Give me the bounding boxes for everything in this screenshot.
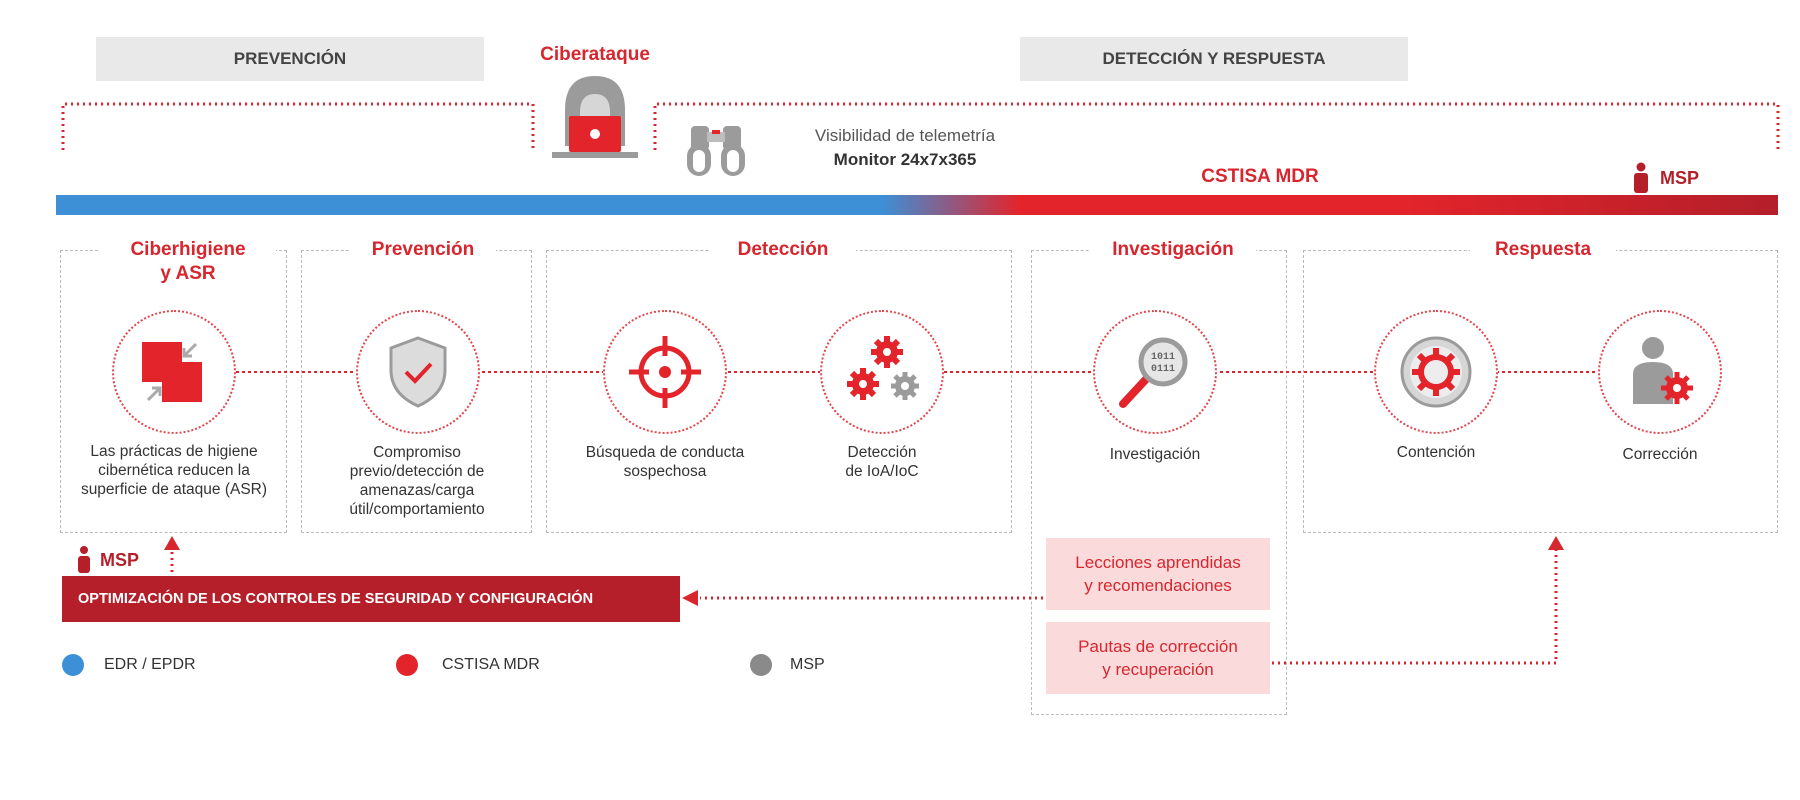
caption-line: amenazas/carga	[359, 482, 475, 499]
caption-line: sospechosa	[623, 463, 707, 480]
legend-dot-cstisa	[396, 654, 418, 676]
telemetry-line1: Visibilidad de telemetría	[814, 126, 996, 145]
legend-dot-edr	[62, 654, 84, 676]
lessons-line: y recomendaciones	[1084, 576, 1232, 595]
stage-title-detection: Detección	[710, 238, 856, 262]
stage-title-prevention: Prevención	[350, 238, 496, 262]
legend-label-cstisa: CSTISA MDR	[442, 656, 540, 673]
stage-title-hygiene-line1: Ciberhigiene	[130, 239, 246, 260]
caption-line: previo/detección de	[349, 463, 485, 480]
caption-containment: Contención	[1396, 444, 1476, 461]
stage-title-response: Respuesta	[1470, 238, 1616, 262]
caption-line: Las prácticas de higiene	[90, 443, 258, 460]
phase-detection-response: DETECCIÓN Y RESPUESTA	[1020, 37, 1408, 81]
msp-bar-label: MSP	[1660, 168, 1700, 188]
caption-correction: Corrección	[1622, 446, 1698, 463]
person-icon	[76, 546, 92, 574]
legend-dot-msp	[750, 654, 772, 676]
stage-title-investigation: Investigación	[1090, 238, 1256, 262]
optimization-bar: OPTIMIZACIÓN DE LOS CONTROLES DE SEGURIDAD Y CONFIGURACIÓN	[62, 576, 680, 622]
legend-label-msp: MSP	[790, 656, 825, 673]
stage-title-hygiene-line2: y ASR	[160, 263, 216, 284]
guidelines-line: y recuperación	[1102, 660, 1214, 679]
cstisa-bar-label: CSTISA MDR	[1201, 166, 1319, 187]
guidelines-line: Pautas de corrección	[1078, 637, 1238, 656]
caption-line: superficie de ataque (ASR)	[80, 481, 268, 498]
lessons-line: Lecciones aprendidas	[1075, 553, 1241, 572]
msp-optimization-label: MSP	[100, 550, 140, 570]
phase-prevention: PREVENCIÓN	[96, 37, 484, 81]
caption-line: cibernética reducen la	[98, 462, 250, 479]
caption-line: útil/comportamiento	[349, 501, 485, 518]
caption-line: Búsqueda de conducta	[585, 444, 745, 461]
telemetry-line2: Monitor 24x7x365	[833, 150, 977, 169]
caption-line: Detección	[847, 444, 917, 461]
caption-investigation: Investigación	[1109, 446, 1201, 463]
caption-line: Compromiso	[373, 444, 461, 461]
legend-label-edr: EDR / EPDR	[104, 656, 196, 673]
svg-text:1011: 1011	[1150, 352, 1176, 363]
attack-title: Ciberataque	[540, 44, 650, 65]
caption-line: de IoA/IoC	[845, 463, 919, 480]
svg-text:0111: 0111	[1150, 364, 1176, 375]
